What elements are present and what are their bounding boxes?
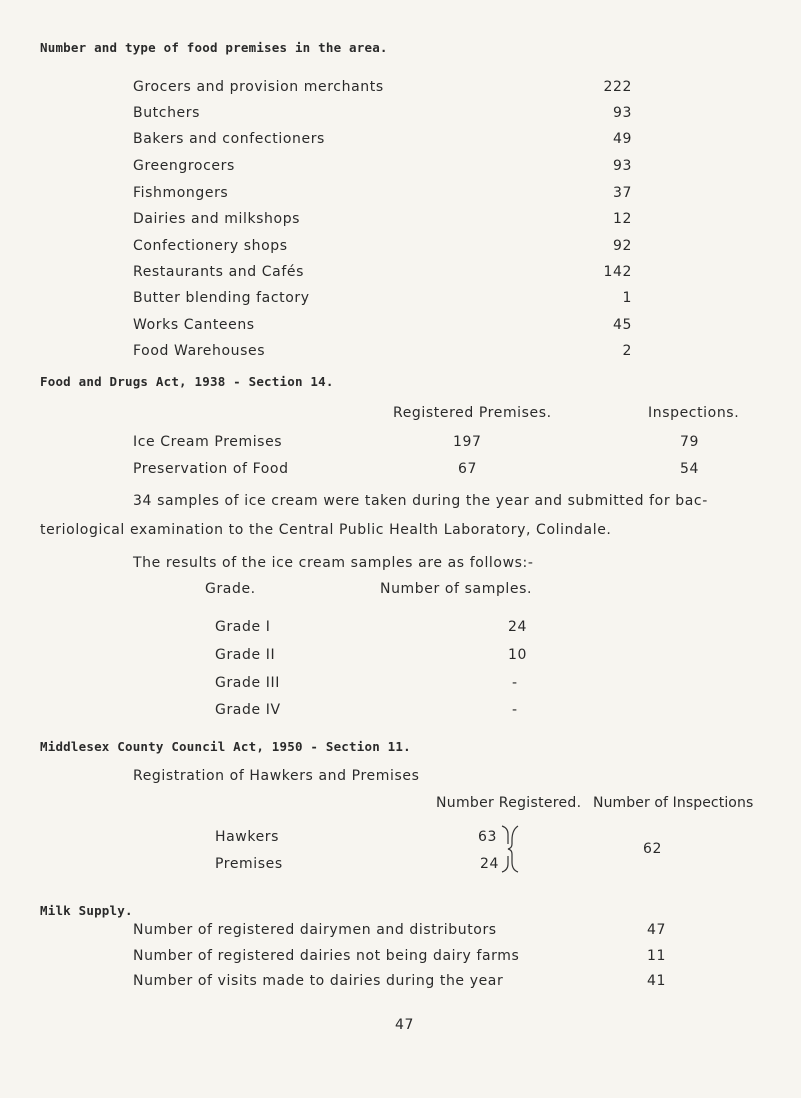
milk-supply-count: 11 xyxy=(647,948,667,964)
premises-label: Restaurants and Cafés xyxy=(133,264,304,280)
ice-cream-paragraph-line1: 34 samples of ice cream were taken during the year and submitted for bac- xyxy=(133,493,708,509)
premises-count: 222 xyxy=(603,79,632,95)
registered-premises-header: Registered Premises. xyxy=(393,405,552,421)
premises-label: Greengrocers xyxy=(133,158,235,174)
inspections-count: 79 xyxy=(680,434,700,450)
premises-count: 1 xyxy=(622,290,632,306)
results-intro: The results of the ice cream samples are as follows:- xyxy=(133,555,534,571)
grouping-brace xyxy=(496,822,536,876)
milk-supply-label: Number of registered dairymen and distributors xyxy=(133,922,497,938)
number-registered-header: Number Registered. xyxy=(436,795,582,811)
premises-count: 12 xyxy=(612,211,632,227)
hawkers-label: Hawkers xyxy=(215,829,280,845)
hawkers-registered-count: 63 xyxy=(478,829,498,845)
premises-count: 93 xyxy=(612,105,632,121)
milk-supply-count: 47 xyxy=(647,922,667,938)
milk-supply-count: 41 xyxy=(647,973,667,989)
hawkers-registration-subheading: Registration of Hawkers and Premises xyxy=(133,768,420,784)
premises-type-label: Preservation of Food xyxy=(133,461,289,477)
samples-header: Number of samples. xyxy=(380,581,533,597)
premises-count: 92 xyxy=(612,238,632,254)
milk-supply-label: Number of visits made to dairies during the year xyxy=(133,973,504,989)
premises-count: 142 xyxy=(603,264,632,280)
milk-supply-label: Number of registered dairies not being dairy farms xyxy=(133,948,520,964)
premises-label: Works Canteens xyxy=(133,317,255,333)
premises-label: Bakers and confectioners xyxy=(133,131,325,147)
premises-label: Dairies and milkshops xyxy=(133,211,301,227)
premises-label: Fishmongers xyxy=(133,185,229,201)
page-number: 47 xyxy=(395,1017,415,1033)
middlesex-heading: Middlesex County Council Act, 1950 - Section 11. xyxy=(40,739,411,754)
registered-count: 197 xyxy=(453,434,482,450)
grade-label: Grade I xyxy=(215,619,271,635)
premises-label: Grocers and provision merchants xyxy=(133,79,384,95)
samples-count: 10 xyxy=(508,647,528,663)
samples-count: - xyxy=(512,702,518,718)
premises-label: Premises xyxy=(215,856,283,872)
grade-label: Grade IV xyxy=(215,702,281,718)
inspections-header: Inspections. xyxy=(648,405,740,421)
premises-count: 93 xyxy=(612,158,632,174)
milk-supply-heading: Milk Supply. xyxy=(40,903,133,918)
premises-count: 45 xyxy=(612,317,632,333)
food-drugs-heading: Food and Drugs Act, 1938 - Section 14. xyxy=(40,374,334,389)
inspections-count: 54 xyxy=(680,461,700,477)
samples-count: - xyxy=(512,675,518,691)
premises-label: Confectionery shops xyxy=(133,238,288,254)
premises-label: Butchers xyxy=(133,105,201,121)
premises-count: 49 xyxy=(612,131,632,147)
premises-type-label: Ice Cream Premises xyxy=(133,434,283,450)
number-of-inspections-header: Number of Inspections xyxy=(593,795,754,811)
samples-count: 24 xyxy=(508,619,528,635)
grade-label: Grade II xyxy=(215,647,276,663)
premises-label: Food Warehouses xyxy=(133,343,266,359)
premises-count: 37 xyxy=(612,185,632,201)
inspections-total: 62 xyxy=(643,841,663,857)
food-premises-heading: Number and type of food premises in the area. xyxy=(40,40,388,55)
registered-count: 67 xyxy=(458,461,478,477)
bleed-through-text xyxy=(500,40,507,54)
grade-label: Grade III xyxy=(215,675,280,691)
premises-registered-count: 24 xyxy=(480,856,500,872)
ice-cream-paragraph-line2: teriological examination to the Central Public Health Laboratory, Colindale. xyxy=(40,522,612,538)
grade-header: Grade. xyxy=(205,581,256,597)
premises-count: 2 xyxy=(622,343,632,359)
premises-label: Butter blending factory xyxy=(133,290,310,306)
